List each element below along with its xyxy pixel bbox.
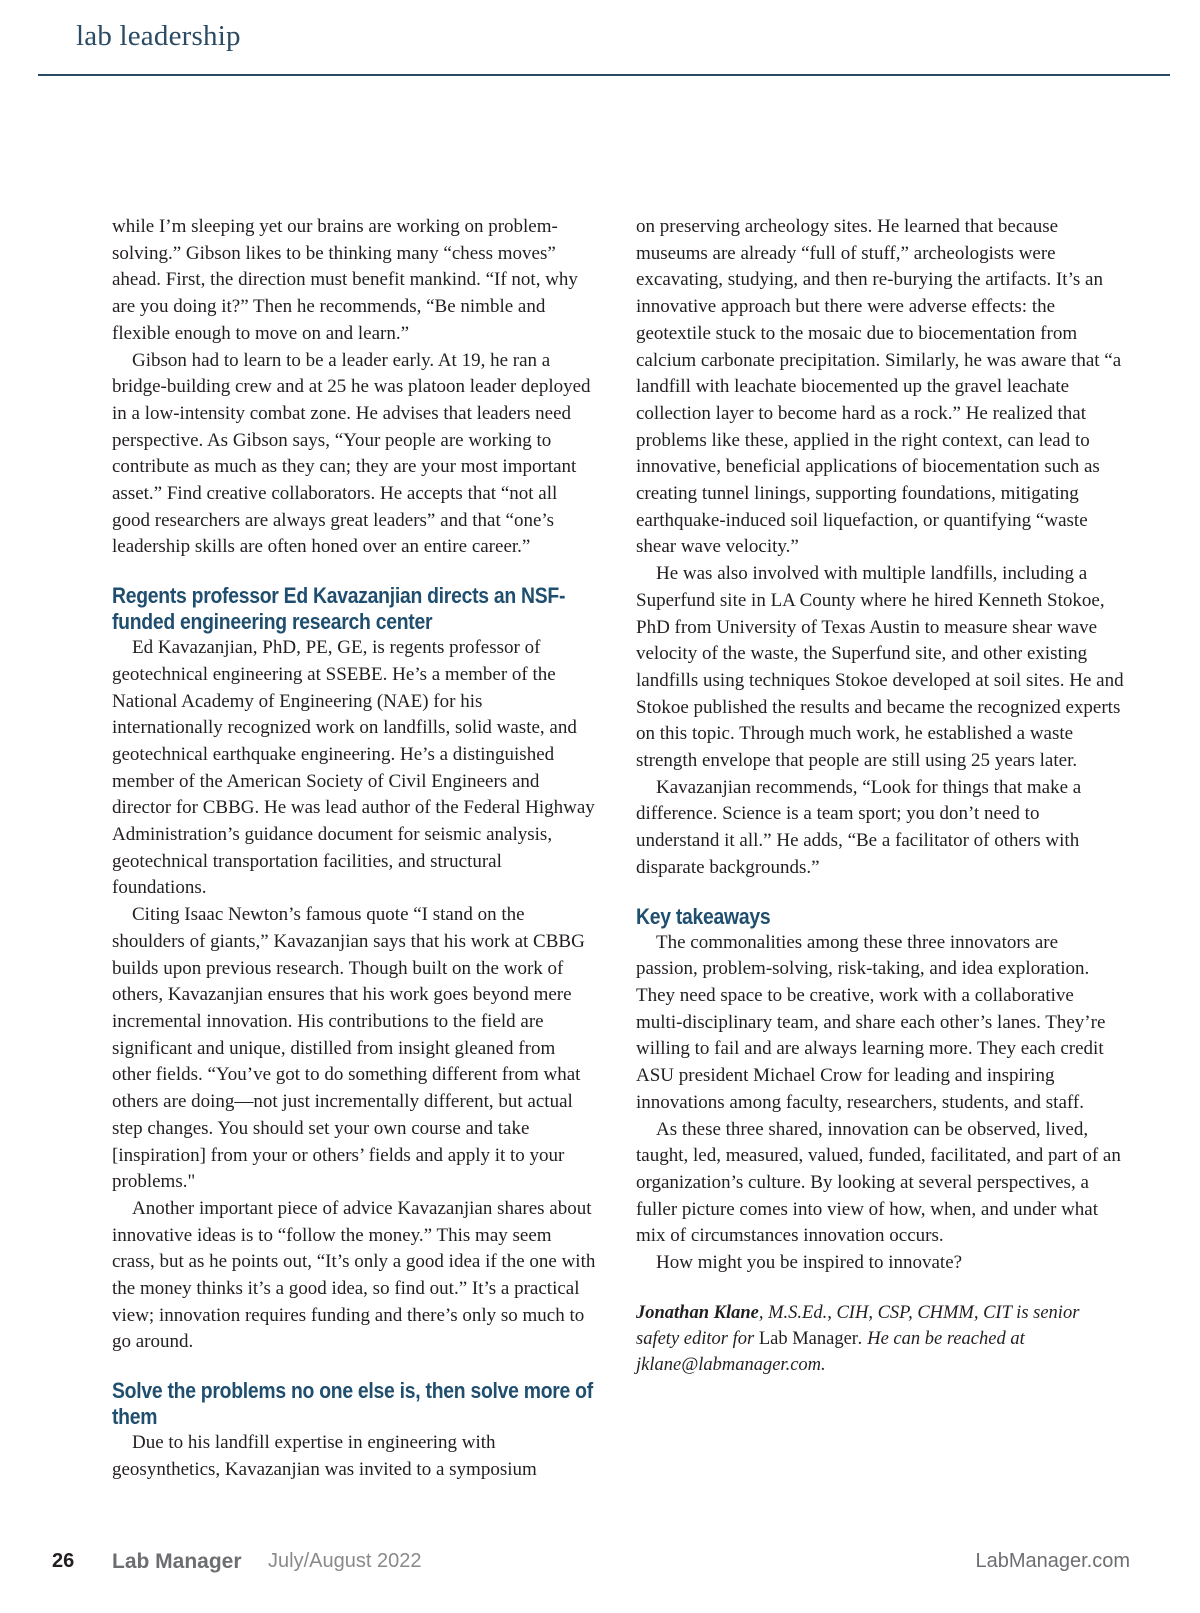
body-paragraph: on preserving archeology sites. He learned that because museums are already “full of stuff,” archeologists were excavating, studying, and then re-burying the artifacts. It’s an innovative approach but there were adverse effects: the geotextile stuck to the mosaic due to biocementation from calcium carbonate precipitation. Similarly, he was aware that “a landfill with leachate biocemented up the gravel leachate collection layer to become hard as a rock.” He realized that problems like these, applied in the right context, can lead to innovative, beneficial applications of biocementation such as creating tunnel linings, supporting foundations, mitigating earthquake-induced soil liquefaction, or quantifying “waste shear wave velocity.” — [636, 216, 1122, 558]
author-credentials: , M.S.Ed., CIH, CSP, CHMM, CIT is senior safety editor for — [636, 1302, 1080, 1349]
section-heading: Key takeaways — [636, 903, 771, 929]
body-paragraph: He was also involved with multiple landfills, including a Superfund site in LA County where he hired Kenneth Stokoe, PhD from University of Texas Austin to measure shear wave velocity of the waste, the Superfund site, and other existing landfills using techniques Stokoe developed at soil sites. He and Stokoe published the results and became the recognized experts on this topic. Through much work, he established a waste strength envelope that people are still using 25 years later. — [636, 563, 1124, 772]
magazine-brand: Lab Manager — [112, 1550, 242, 1573]
author-byline — [636, 1300, 1124, 1378]
body-paragraph: Another important piece of advice Kavazanjian shares about innovative ideas is to “follow the money.” This may seem crass, but as he points out, “It’s only a good idea if the one with the money thinks it’s a good idea, so find out.” It’s a practical view; innovation requires funding and there’s only so much to go around. — [112, 1197, 596, 1353]
section-tag: lab leadership — [76, 20, 241, 52]
body-paragraph: The commonalities among these three innovators are passion, problem-solving, risk-taking, and idea exploration. They need space to be creative, work with a collaborative multi-disciplinary team, and share each other’s lanes. They’re willing to fail and are always learning more. They each credit ASU president Michael Crow for leading and inspiring innovations among faculty, researchers, students, and staff. — [636, 931, 1106, 1113]
page-number: 26 — [52, 1550, 75, 1572]
body-paragraph: Due to his landfill expertise in engineering with geosynthetics, Kavazanjian was invited to a symposium — [112, 1432, 537, 1480]
body-paragraph: How might you be inspired to innovate? — [656, 1252, 963, 1274]
body-paragraph: Gibson had to learn to be a leader early. At 19, he ran a bridge-building crew and at 25 he was platoon leader deployed in a low-intensity combat zone. He advises that leaders need perspective. As Gibson says, “Your people are working to contribute as much as they can; they are your most important asset.” Find creative collaborators. He accepts that “not all good researchers are always great leaders” and that “one’s leadership skills are often honed over an entire career.” — [112, 349, 591, 558]
issue-date: July/August 2022 — [268, 1550, 422, 1572]
website-link[interactable]: LabManager.com — [975, 1550, 1130, 1572]
section-heading: Solve the problems no one else is, then solve more of them — [112, 1378, 593, 1430]
header-divider — [38, 74, 1170, 76]
section-heading: Regents professor Ed Kavazanjian directs an NSF-funded engineering research center — [112, 583, 566, 635]
body-paragraph: As these three shared, innovation can be observed, lived, taught, led, measured, valued, funded, facilitated, and part of an organization’s culture. By looking at several perspectives, a fuller picture comes into view of how, when, and under what mix of circumstances innovation occurs. — [636, 1118, 1121, 1247]
author-contact: . He can be reached at jklane@labmanager.com. — [636, 1328, 1025, 1375]
body-paragraph: Citing Isaac Newton’s famous quote “I stand on the shoulders of giants,” Kavazanjian says that his work at CBBG builds upon previous research. Though built on the work of others, Kavazanjian ensures that his work goes beyond mere incremental innovation. His contributions to the field are significant and unique, distilled from insight gleaned from other fields. “You’ve got to do something different from what others are doing—not just incrementally different, but actual step changes. You should set your own course and take [inspiration] from your or others’ fields and apply it to your problems." — [112, 904, 585, 1193]
page-footer — [52, 1550, 1130, 1580]
right-column — [636, 214, 1124, 1378]
left-column — [112, 214, 596, 1484]
body-paragraph: Ed Kavazanjian, PhD, PE, GE, is regents professor of geotechnical engineering at SSEBE. He’s a member of the National Academy of Engineering (NAE) for his internationally recognized work on landfills, solid waste, and geotechnical earthquake engineering. He’s a distinguished member of the American Society of Civil Engineers and director for CBBG. He was lead author of the Federal Highway Administration’s guidance document for seismic analysis, geotechnical transportation facilities, and structural foundations. — [112, 637, 595, 899]
body-paragraph: Kavazanjian recommends, “Look for things that make a difference. Science is a team sport; you don’t need to understand it all.” He adds, “Be a facilitator of others with disparate backgrounds.” — [636, 776, 1082, 878]
magazine-name: Lab Manager — [758, 1328, 858, 1349]
body-paragraph: while I’m sleeping yet our brains are working on problem-solving.” Gibson likes to be thinking many “chess moves” ahead. First, the direction must benefit mankind. “If not, why are you doing it?” Then he recommends, “Be nimble and flexible enough to move on and learn.” — [112, 216, 578, 344]
author-name: Jonathan Klane — [636, 1302, 759, 1323]
